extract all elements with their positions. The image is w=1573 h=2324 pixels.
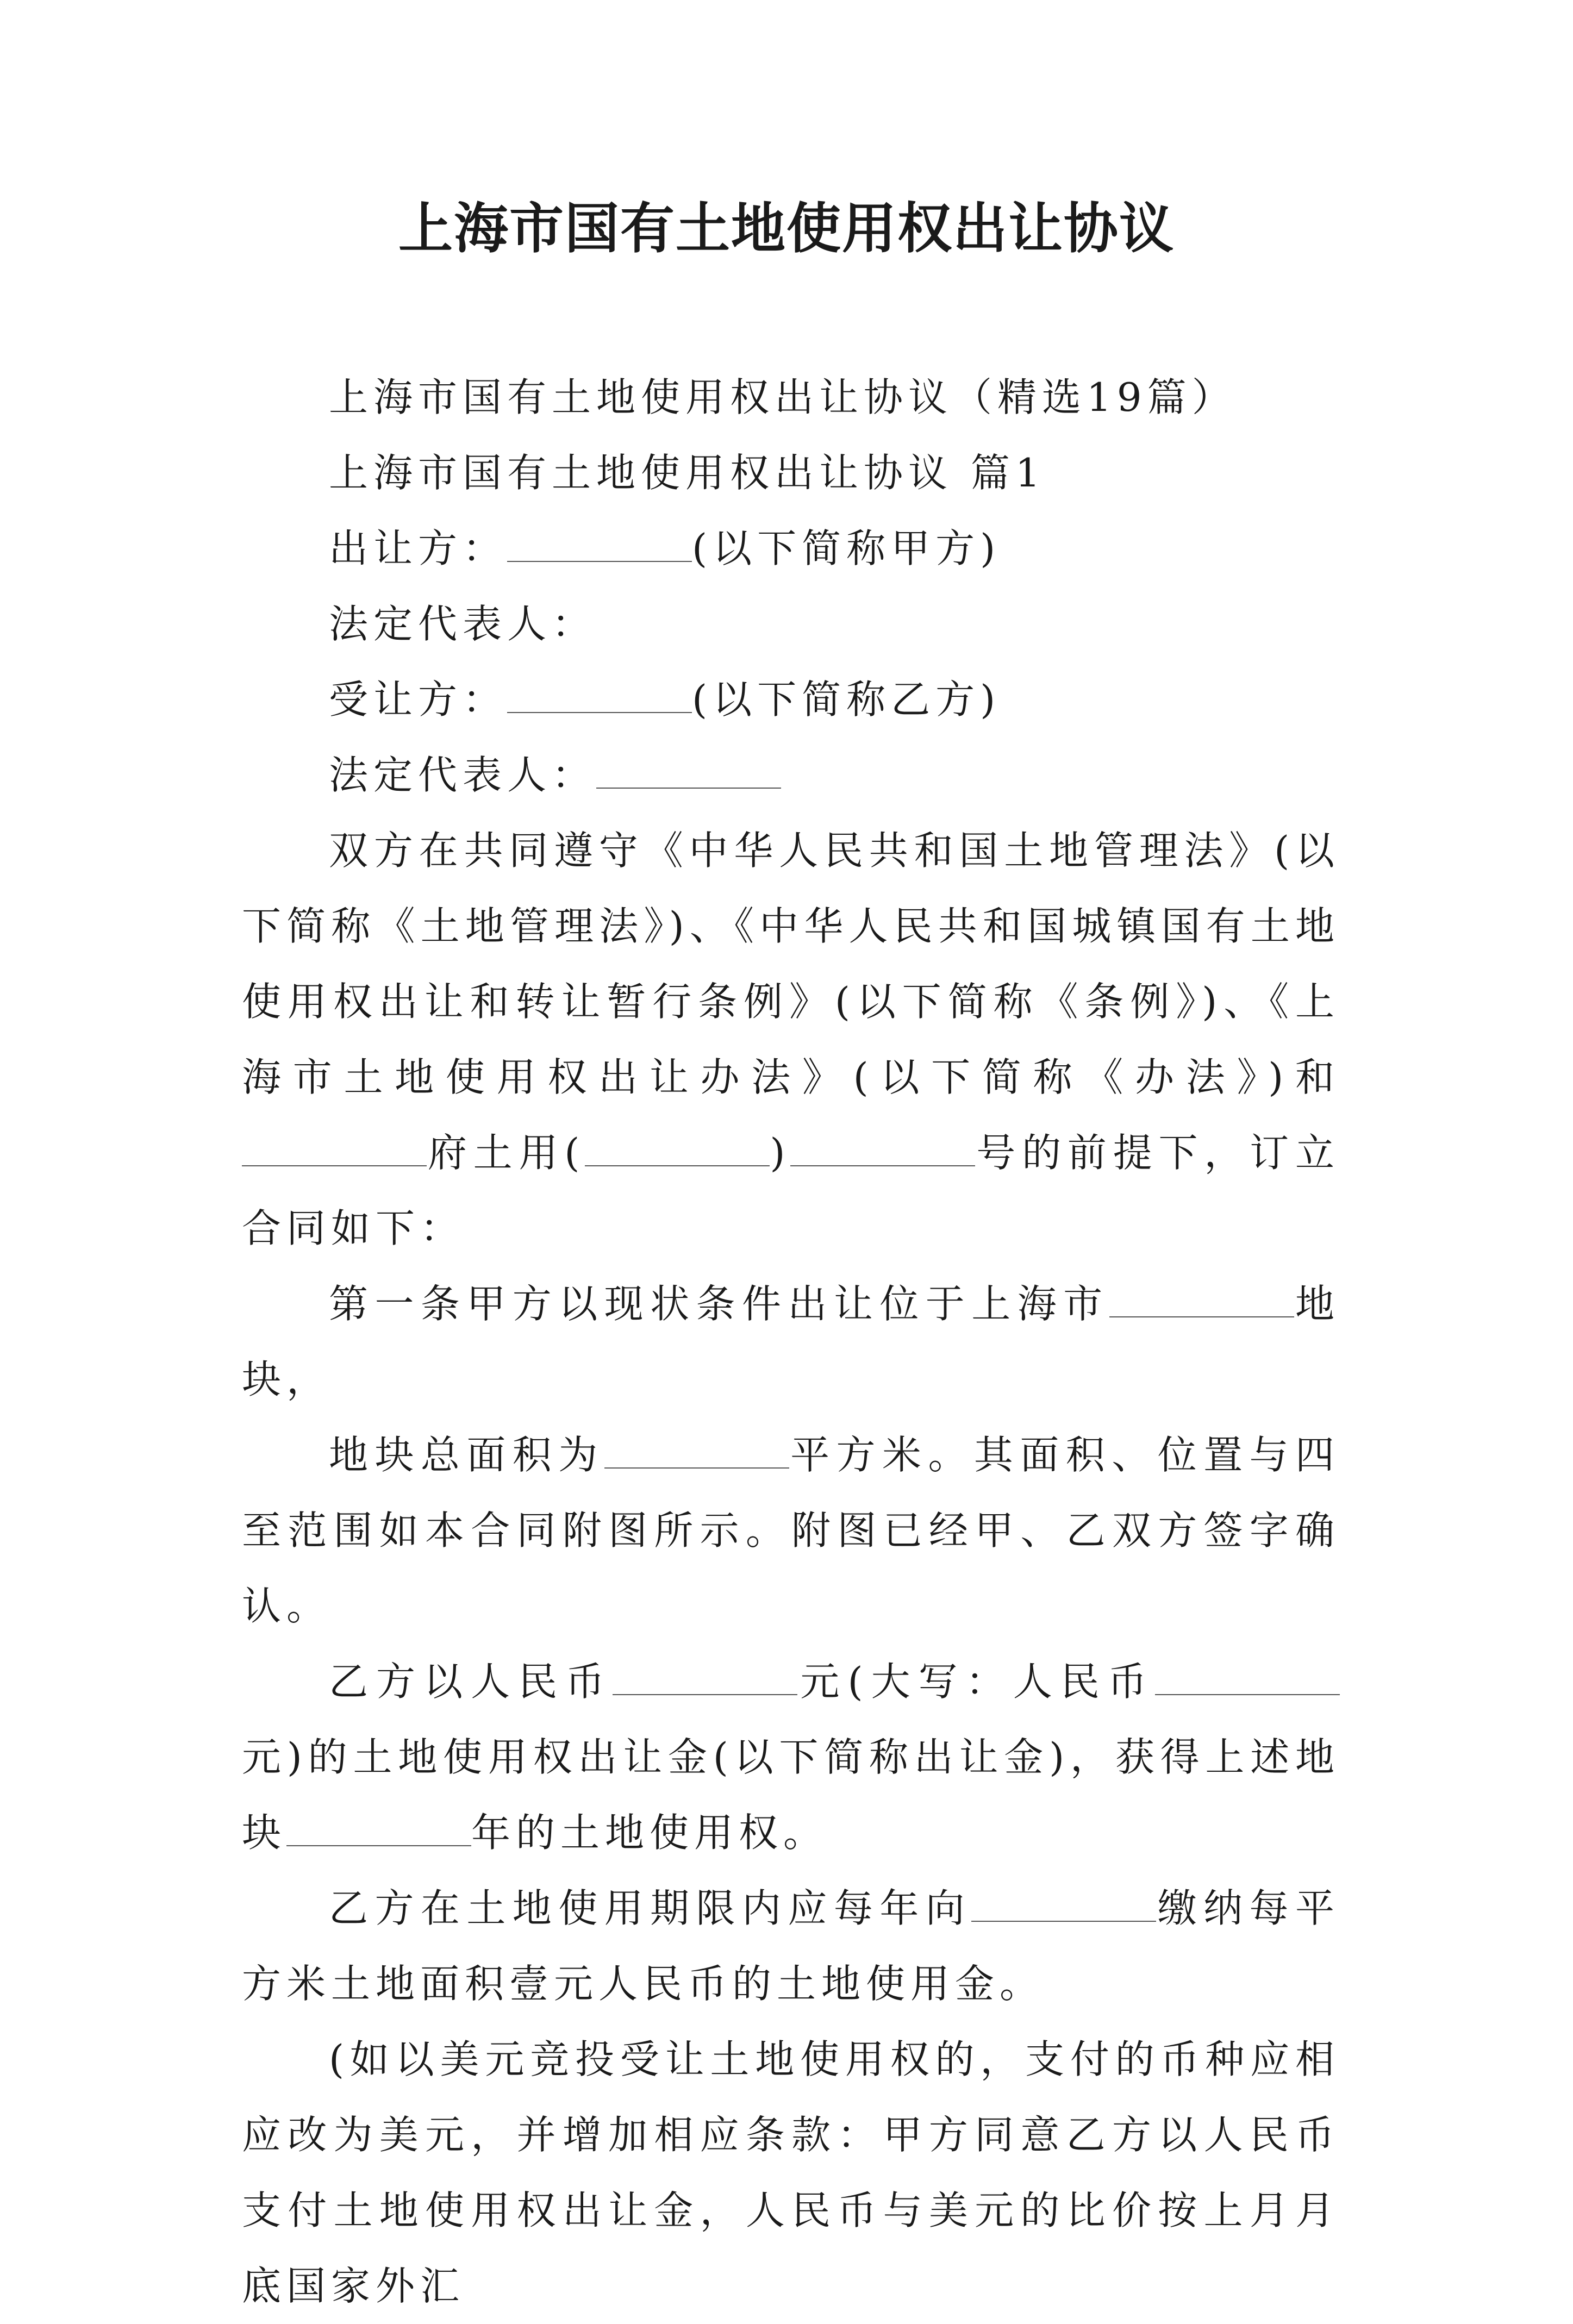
blank-field [507, 528, 692, 562]
blank-field [585, 1133, 770, 1166]
blank-field [286, 1813, 471, 1846]
blank-field [242, 1133, 427, 1166]
paragraph-article-1 [242, 1266, 1340, 1417]
payment-text-1: 乙方以人民币 [329, 1659, 613, 1704]
paragraph-preamble [242, 813, 1340, 1266]
section-heading-text: 上海市国有土地使用权出让协议 篇1 [329, 450, 1046, 496]
usd-clause-text: (如以美元竞投受让土地使用权的，支付的币种应相应改为美元，并增加相应条款：甲方同意乙方以人民币支付土地使用权出让金，人民币与美元的比价按上月月底国家外汇 [242, 2036, 1340, 2309]
blank-field [604, 1435, 789, 1469]
blank-field [971, 1888, 1156, 1922]
grantee-label: 受让方： [329, 677, 508, 722]
grantee-note: (以下简称乙方) [692, 677, 1001, 722]
grantor-rep-label: 法定代表人： [329, 601, 597, 647]
preamble-text-3: ) [770, 1130, 791, 1176]
paragraph-usage-fee [242, 1871, 1340, 2022]
grantee-rep-line [242, 738, 1340, 813]
usage-fee-text-2: 缴纳每平方米土地面积壹元人民币的土地使用金。 [242, 1885, 1340, 2007]
preamble-text-2: 府土用( [427, 1130, 585, 1176]
usage-fee-text-1: 乙方在土地使用期限内应每年向 [329, 1885, 972, 1931]
blank-field [507, 679, 692, 713]
blank-field [613, 1661, 797, 1695]
blank-field [1155, 1661, 1340, 1695]
subtitle-text: 上海市国有土地使用权出让协议（精选19篇） [329, 374, 1237, 420]
payment-text-3: 元)的土地使用权出让金(以下简称出让金)，获得上述地块 [242, 1734, 1340, 1856]
blank-field [790, 1133, 975, 1166]
article-1-text-1: 第一条甲方以现状条件出让位于上海市 [329, 1281, 1109, 1327]
grantor-line [242, 511, 1340, 586]
preamble-text-1: 双方在共同遵守《中华人民共和国土地管理法》(以下简称《土地管理法》)、《中华人民共和国城镇国有土地使用权出让和转让暂行条例》(以下简称《条例》)、《上海市土地使用权出让办法》(以下简称《办法》)和 [242, 828, 1340, 1100]
paragraph-area [242, 1417, 1340, 1644]
section-heading [242, 435, 1340, 511]
article-1-text-2: 地块， [242, 1281, 1340, 1402]
document-body [242, 360, 1340, 2324]
preamble-text-4: 号的前提下，订立合同如下： [242, 1130, 1340, 1251]
payment-text-2: 元(大写：人民币 [797, 1659, 1155, 1704]
area-text-2: 平方米。其面积、位置与四至范围如本合同附图所示。附图已经甲、乙双方签字确认。 [242, 1432, 1340, 1629]
grantor-note: (以下简称甲方) [692, 526, 1001, 571]
paragraph-payment [242, 1644, 1340, 1871]
grantee-line [242, 662, 1340, 738]
payment-text-4: 年的土地使用权。 [471, 1810, 828, 1856]
grantor-rep-line [242, 586, 1340, 662]
grantor-label: 出让方： [329, 526, 508, 571]
subtitle-line [242, 360, 1340, 435]
document-title: 上海市国有土地使用权出让协议 [398, 196, 1175, 260]
area-text-1: 地块总面积为 [329, 1432, 604, 1478]
blank-field [1109, 1284, 1294, 1317]
grantee-rep-label: 法定代表人： [329, 752, 597, 798]
blank-field [596, 755, 781, 789]
paragraph-usd-clause [242, 2022, 1340, 2324]
